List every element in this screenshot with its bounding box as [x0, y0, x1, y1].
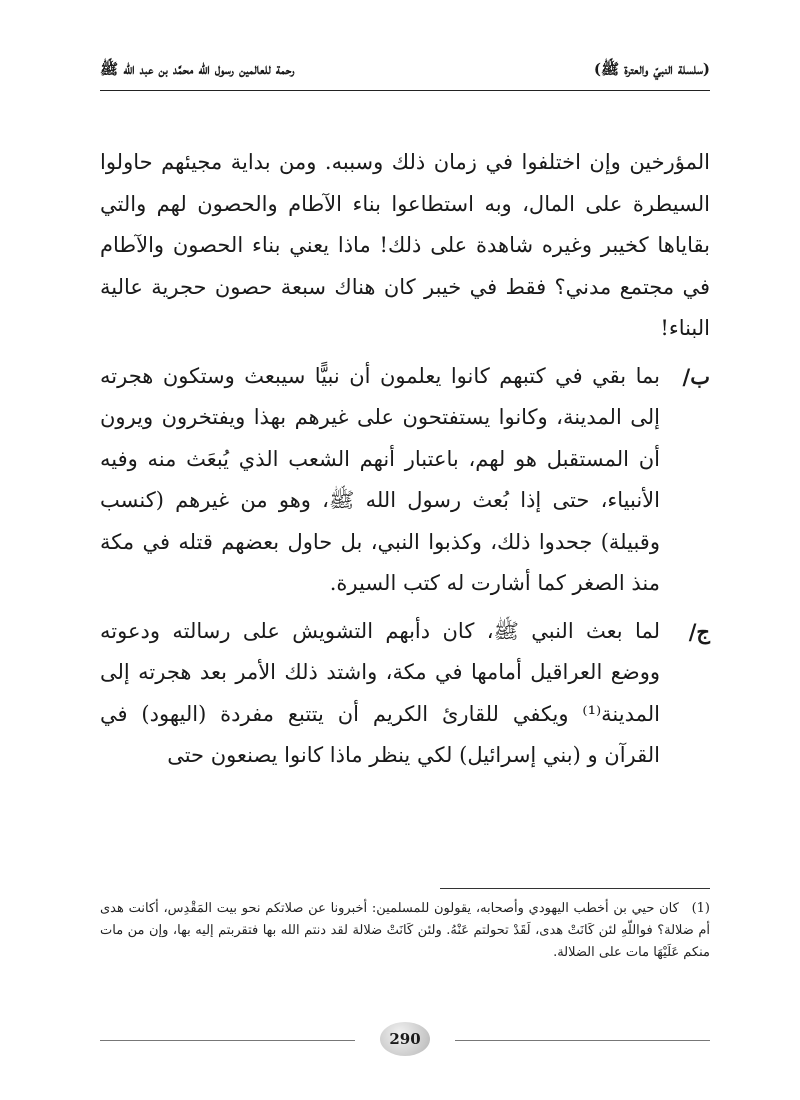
- book-title: رحمة للعالمين رسول اللّه محمَّد بن عبد اللّه ﷺ: [100, 60, 295, 78]
- page-number: 290: [380, 1022, 430, 1056]
- running-header: [100, 56, 710, 92]
- paragraph-c-marker: ج/: [688, 618, 710, 644]
- footnote-number: (1): [691, 901, 710, 916]
- paragraph-b: [100, 356, 710, 605]
- header-rule: [100, 90, 710, 91]
- paragraph-c-text: لما بعث النبي ﷺ، كان دأبهم التشويش على رسالته ودعوته ووضع العراقيل أمامها في مكة، واشتد ذلك الأمر بعد هجرته إلى المدينة⁽¹⁾ ويكفي للقارئ الكريم أن يتتبع مفردة (اليهود) في القرآن و (بني إسرائيل) لكي ينظر ماذا كانوا يصنعون حتى: [100, 618, 660, 767]
- paragraph-b-text: بما بقي في كتبهم كانوا يعلمون أن نبيًّا سيبعث وستكون هجرته إلى المدينة، وكانوا يستفتحون على غيرهم بهذا ويفتخرون ويرون أن المستقبل هو لهم، باعتبار أنهم الشعب الذي يُبعَث منه وفيه الأنبياء، حتى إذا بُعث رسول الله ﷺ، وهو من غيرهم (كنسب وقبيلة) جحدوا ذلك، وكذبوا النبي، بل حاول بعضهم قتله في مكة منذ الصغر كما أشارت له كتب السيرة.: [100, 363, 660, 595]
- paragraph-1: المؤرخين وإن اختلفوا في زمان ذلك وسببه. ومن بداية مجيئهم حاولوا السيطرة على المال، وبه استطاعوا بناء الآطام والحصون لهم والتي بقاياها كخيبر وغيره شاهدة على ذلك! ماذا يعني بناء الحصون والآطام في مجتمع مدني؟ فقط في خيبر كان هناك سبعة حصون حجرية عالية البناء!: [100, 150, 710, 340]
- footnote-separator: [440, 888, 710, 889]
- series-title: (سلسلة النبيّ والعترة ﷺ): [593, 60, 710, 78]
- paragraph-c: [100, 611, 710, 777]
- footer-line-left: [100, 1040, 355, 1041]
- footnote: [100, 898, 710, 964]
- footnote-text: كان حيي بن أخطب اليهودي وأصحابه، يقولون للمسلمين: أخبرونا عن صلاتكم نحو بيت المَقْدِس، أكانت هدى أم ضلالة؟ فواللّهِ لئن كَانَتْ هدى، لَقَدْ تحولتم عَنْهُ. ولئن كَانَتْ ضلالة لقد دنتم الله بها فتقربتم إليه بها، وإن من مات منكم عَلَيْهَا مات على الضلالة.: [100, 901, 710, 960]
- paragraph-b-marker: ب/: [682, 363, 710, 389]
- footer-line-right: [455, 1040, 710, 1041]
- page-footer: [100, 1018, 710, 1058]
- main-text: [100, 142, 710, 777]
